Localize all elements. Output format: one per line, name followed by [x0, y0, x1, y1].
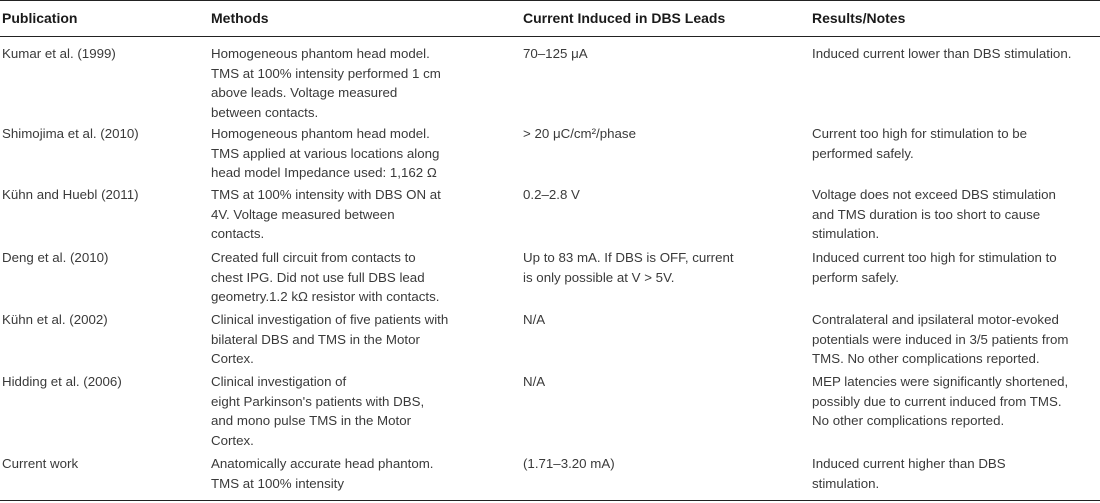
notes-line: perform safely. — [812, 269, 899, 285]
notes-line: and TMS duration is too short to cause — [812, 206, 1041, 222]
notes-cell — [812, 44, 1071, 64]
header-rule — [0, 36, 1100, 37]
methods-cell — [211, 310, 448, 369]
current-line: N/A — [523, 312, 546, 327]
methods-line: geometry.1.2 kΩ resistor with contacts. — [211, 289, 440, 305]
notes-cell — [812, 454, 1006, 493]
methods-line: between contacts. — [211, 104, 319, 120]
notes-line: Contralateral and ipsilateral motor-evoked — [812, 312, 1059, 327]
notes-cell — [812, 124, 1027, 163]
notes-cell — [812, 248, 1057, 287]
methods-line: Homogeneous phantom head model. — [211, 126, 430, 141]
notes-line: potentials were induced in 3/5 patients from — [812, 331, 1069, 347]
current-cell — [523, 185, 580, 205]
methods-line: Cortex. — [211, 432, 254, 448]
methods-line: eight Parkinson's patients with DBS, — [211, 393, 425, 409]
current-cell — [523, 372, 545, 392]
current-line: 0.2–2.8 V — [523, 187, 580, 202]
notes-line: Induced current higher than DBS — [812, 456, 1006, 471]
notes-line: stimulation. — [812, 475, 880, 491]
notes-line: stimulation. — [812, 226, 880, 242]
table-header — [0, 0, 1100, 36]
publication-cell: Kühn et al. (2002) — [2, 312, 108, 327]
methods-line: Cortex. — [211, 351, 254, 367]
current-cell — [523, 454, 615, 474]
current-line: Up to 83 mA. If DBS is OFF, current — [523, 250, 734, 265]
notes-line: Current too high for stimulation to be — [812, 126, 1028, 141]
methods-line: 4V. Voltage measured between — [211, 206, 395, 222]
methods-cell — [211, 372, 424, 450]
header-methods: Methods — [211, 10, 269, 26]
header-notes: Results/Notes — [812, 10, 906, 26]
notes-line: MEP latencies were significantly shortened, — [812, 374, 1069, 389]
notes-line: Induced current lower than DBS stimulation. — [812, 46, 1072, 61]
current-line: (1.71–3.20 mA) — [523, 456, 615, 471]
methods-line: above leads. Voltage measured — [211, 85, 398, 101]
methods-line: contacts. — [211, 226, 265, 242]
methods-line: TMS at 100% intensity with DBS ON at — [211, 187, 441, 202]
methods-line: TMS applied at various locations along — [211, 145, 440, 161]
notes-line: performed safely. — [812, 145, 914, 161]
methods-cell — [211, 124, 439, 183]
header-publication: Publication — [2, 10, 78, 26]
notes-cell — [812, 310, 1069, 369]
publication-cell: Shimojima et al. (2010) — [2, 126, 139, 141]
methods-line: Anatomically accurate head phantom. — [211, 456, 434, 471]
notes-line: No other complications reported. — [812, 413, 1005, 429]
methods-line: Clinical investigation of — [211, 374, 347, 389]
notes-line: Induced current too high for stimulation to — [812, 250, 1057, 265]
publication-cell: Kühn and Huebl (2011) — [2, 187, 139, 202]
current-cell — [523, 248, 734, 287]
publication-cell: Deng et al. (2010) — [2, 250, 109, 265]
current-cell — [523, 124, 636, 144]
notes-line: possibly due to current induced from TMS. — [812, 393, 1062, 409]
methods-line: bilateral DBS and TMS in the Motor — [211, 331, 420, 347]
notes-line: Voltage does not exceed DBS stimulation — [812, 187, 1056, 202]
methods-cell — [211, 248, 439, 307]
publication-cell: Hidding et al. (2006) — [2, 374, 122, 389]
publication-cell: Kumar et al. (1999) — [2, 46, 116, 61]
methods-line: TMS at 100% intensity performed 1 cm — [211, 65, 441, 81]
current-line: N/A — [523, 374, 546, 389]
methods-cell — [211, 185, 441, 244]
current-cell — [523, 44, 588, 64]
publication-cell: Current work — [2, 456, 79, 471]
header-current: Current Induced in DBS Leads — [523, 10, 726, 26]
methods-line: and mono pulse TMS in the Motor — [211, 413, 412, 429]
methods-line: TMS at 100% intensity — [211, 475, 345, 491]
methods-line: Clinical investigation of five patients with — [211, 312, 449, 327]
notes-cell — [812, 372, 1068, 431]
notes-cell — [812, 185, 1056, 244]
notes-line: TMS. No other complications reported. — [812, 351, 1040, 367]
methods-line: head model Impedance used: 1,162 Ω — [211, 165, 437, 181]
current-line: is only possible at V > 5V. — [523, 269, 675, 285]
methods-cell — [211, 454, 433, 493]
current-line: > 20 μC/cm²/phase — [523, 126, 636, 141]
current-line: 70–125 μA — [523, 46, 588, 61]
methods-line: chest IPG. Did not use full DBS lead — [211, 269, 425, 285]
current-cell — [523, 310, 545, 330]
methods-cell — [211, 44, 441, 122]
methods-line: Created full circuit from contacts to — [211, 250, 416, 265]
methods-line: Homogeneous phantom head model. — [211, 46, 430, 61]
bottom-rule — [0, 500, 1100, 501]
